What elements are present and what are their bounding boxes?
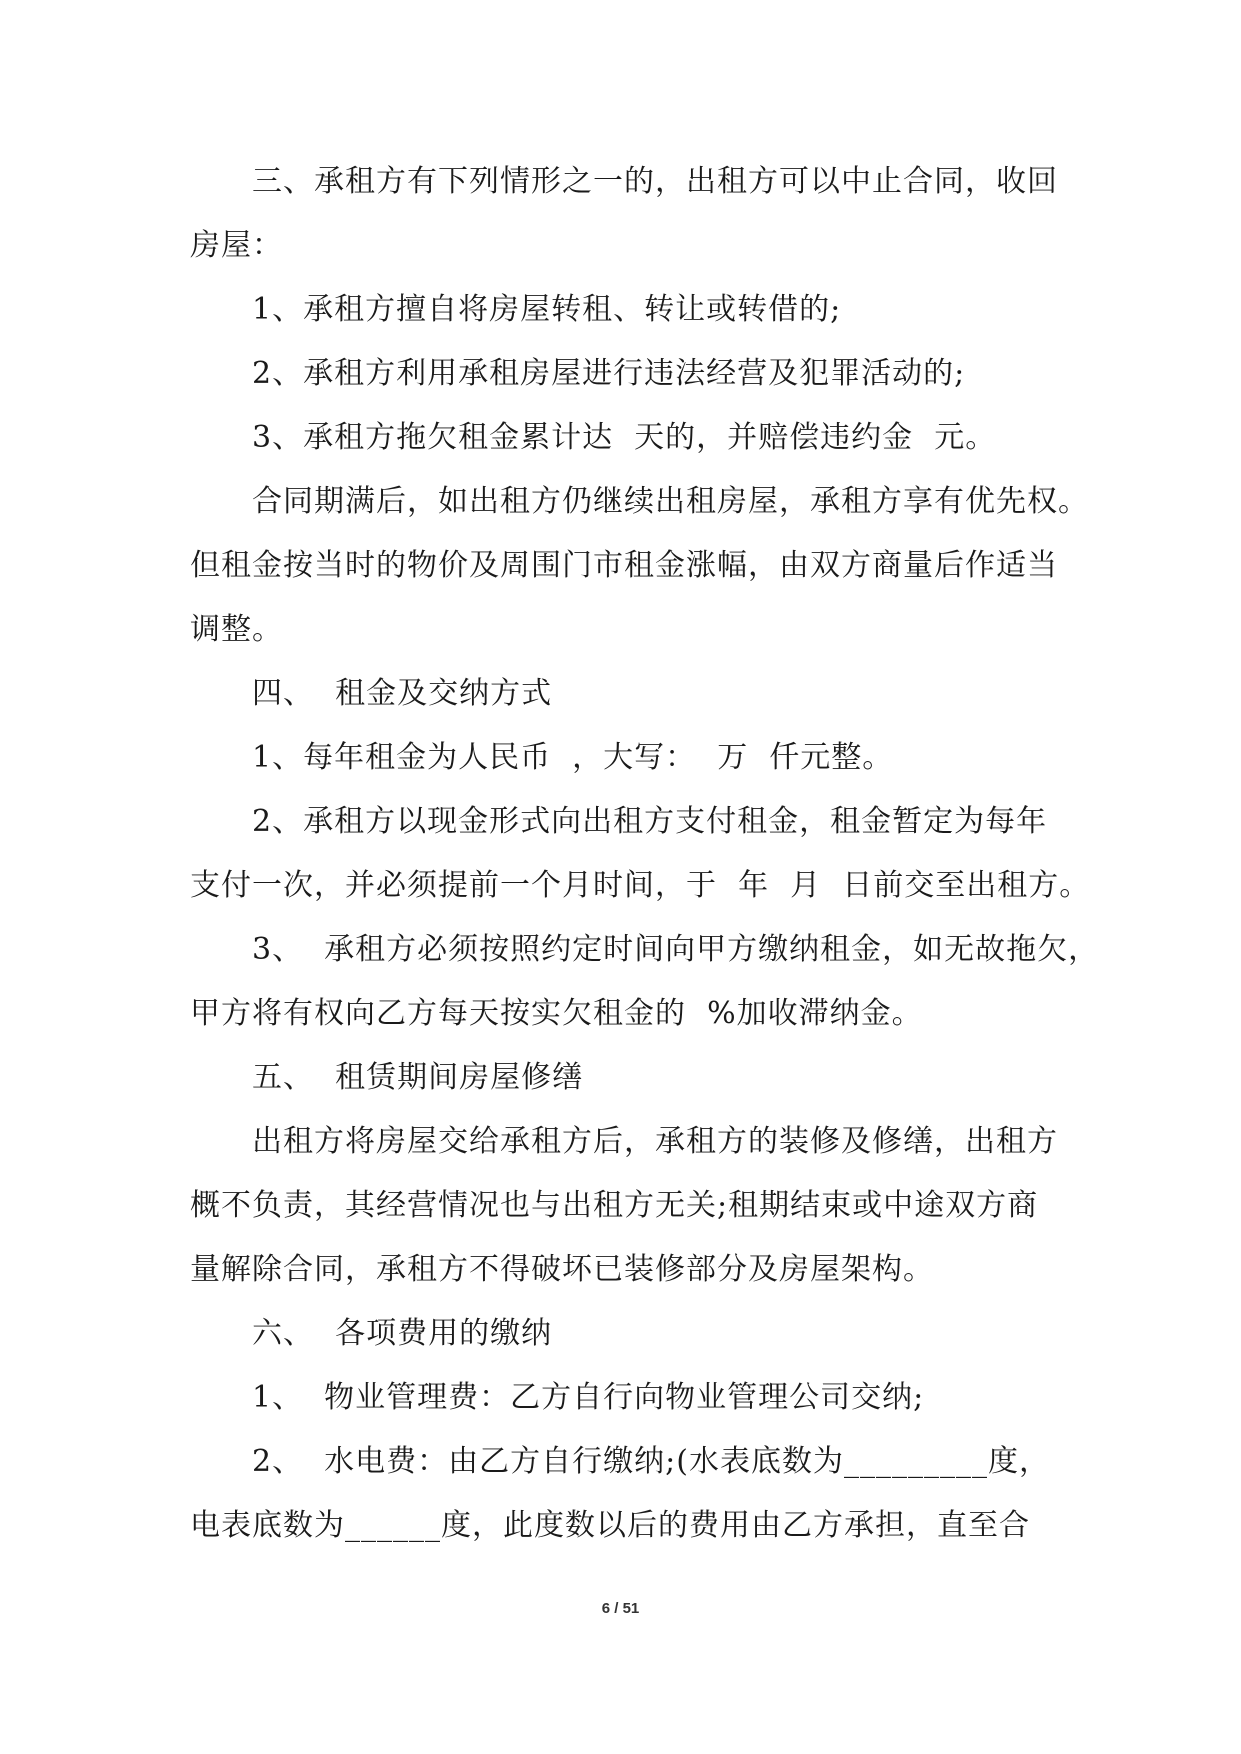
list-item: 1、每年租金为人民币 ，大写： 万 仟元整。 [252, 740, 894, 775]
list-item: 1、承租方擅自将房屋转租、转让或转借的; [252, 292, 842, 327]
paragraph-line: 房屋： [190, 228, 283, 263]
section-heading: 六、 各项费用的缴纳 [252, 1316, 553, 1351]
paragraph-line: 三、承租方有下列情形之一的，出租方可以中止合同，收回 [252, 164, 1058, 199]
paragraph-line: 出租方将房屋交给承租方后，承租方的装修及修缮，出租方 [252, 1124, 1058, 1159]
paragraph-line: 量解除合同，承租方不得破坏已装修部分及房屋架构。 [190, 1252, 934, 1287]
list-item: 2、承租方利用承租房屋进行违法经营及犯罪活动的; [252, 356, 966, 391]
paragraph-line: 但租金按当时的物价及周围门市租金涨幅，由双方商量后作适当 [190, 548, 1058, 583]
section-heading: 四、 租金及交纳方式 [252, 676, 553, 711]
list-item: 3、 承租方必须按照约定时间向甲方缴纳租金，如无故拖欠， [252, 932, 1100, 967]
page-number: 6 / 51 [601, 1600, 640, 1617]
list-item: 2、 水电费：由乙方自行缴纳;(水表底数为_________度， [252, 1444, 1050, 1479]
section-heading: 五、 租赁期间房屋修缮 [252, 1060, 584, 1095]
list-item: 1、 物业管理费：乙方自行向物业管理公司交纳; [252, 1380, 925, 1415]
paragraph-line: 电表底数为______度，此度数以后的费用由乙方承担，直至合 [190, 1508, 1030, 1543]
paragraph-line: 调整。 [190, 612, 283, 647]
paragraph-line: 甲方将有权向乙方每天按实欠租金的 %加收滞纳金。 [190, 996, 923, 1031]
paragraph-line: 合同期满后，如出租方仍继续出租房屋，承租方享有优先权。 [252, 484, 1089, 519]
list-item: 3、承租方拖欠租金累计达 天的，并赔偿违约金 元。 [252, 420, 997, 455]
paragraph-line: 概不负责，其经营情况也与出租方无关;租期结束或中途双方商 [190, 1188, 1039, 1223]
list-item: 2、承租方以现金形式向出租方支付租金，租金暂定为每年 [252, 804, 1048, 839]
paragraph-line: 支付一次，并必须提前一个月时间，于 年 月 日前交至出租方。 [190, 868, 1091, 903]
